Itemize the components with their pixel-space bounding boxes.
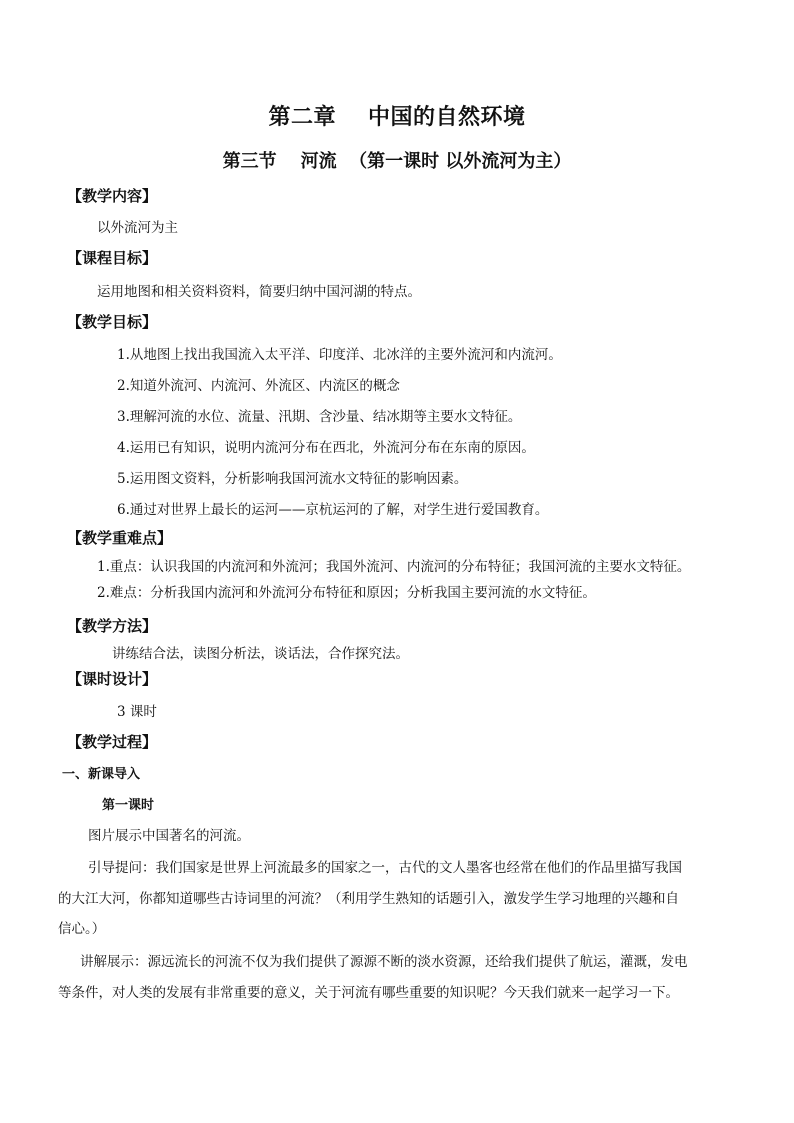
teaching-goal-item: 6.通过对世界上最长的运河——京杭运河的了解，对学生进行爱国教育。: [117, 502, 549, 518]
chapter-title: [0, 100, 794, 131]
hours-heading: 【课时设计】: [67, 670, 158, 688]
hours-text: 3 课时: [117, 704, 157, 720]
process-paragraph: 讲解展示：源远流长的河流不仅为我们提供了源源不断的淡水资源，还给我们提供了航运，灌溉，发电: [80, 954, 688, 970]
process-heading: 【教学过程】: [67, 733, 158, 751]
course-goal-text: 运用地图和相关资料资料，简要归纳中国河湖的特点。: [97, 284, 421, 300]
process-paragraph: 等条件，对人类的发展有非常重要的意义，关于河流有哪些重要的知识呢？今天我们就来一起学习一下。: [58, 985, 679, 1001]
process-paragraph: 信心。）: [58, 921, 106, 937]
process-part-title: 一、新课导入: [62, 767, 141, 782]
method-heading: 【教学方法】: [67, 617, 158, 635]
chapter-number: 第二章: [268, 104, 336, 130]
key-points-heading: 【教学重难点】: [67, 529, 173, 547]
lesson-title: 第一课时: [102, 798, 155, 813]
teaching-goal-heading: 【教学目标】: [67, 313, 158, 331]
teaching-goal-item: 2.知道外流河、内流河、外流区、内流区的概念: [117, 378, 400, 394]
teaching-goal-item: 3.理解河流的水位、流量、汛期、含沙量、结冰期等主要水文特征。: [117, 409, 522, 425]
section-subtitle: （第一课时 以外流河为主）: [349, 151, 572, 172]
chapter-name: 中国的自然环境: [368, 104, 526, 130]
teaching-goal-item: 4.运用已有知识，说明内流河分布在西北，外流河分布在东南的原因。: [117, 440, 535, 456]
content-text: 以外流河为主: [97, 220, 178, 236]
section-name: 河流: [300, 151, 337, 172]
content-heading: 【教学内容】: [67, 187, 158, 205]
process-paragraph: 的大江大河，你都知道哪些古诗词里的河流？（利用学生熟知的话题引入，激发学生学习地理的兴趣和自: [58, 891, 679, 907]
course-goal-heading: 【课程目标】: [67, 249, 158, 267]
teaching-goal-item: 5.运用图文资料，分析影响我国河流水文特征的影响因素。: [117, 471, 468, 487]
process-paragraph: 引导提问：我们国家是世界上河流最多的国家之一，古代的文人墨客也经常在他们的作品里描写我国: [88, 860, 682, 876]
section-number: 第三节: [222, 151, 277, 172]
key-points-item: 2.难点：分析我国内流河和外流河分布特征和原因；分析我国主要河流的水文特征。: [97, 585, 596, 601]
key-points-item: 1.重点：认识我国的内流河和外流河；我国外流河、内流河的分布特征；我国河流的主要水文特征。: [97, 559, 691, 575]
section-title: [0, 147, 794, 173]
teaching-goal-item: 1.从地图上找出我国流入太平洋、印度洋、北冰洋的主要外流河和内流河。: [117, 347, 562, 363]
method-text: 讲练结合法，读图分析法，谈话法，合作探究法。: [112, 646, 409, 662]
process-paragraph: 图片展示中国著名的河流。: [88, 828, 250, 844]
